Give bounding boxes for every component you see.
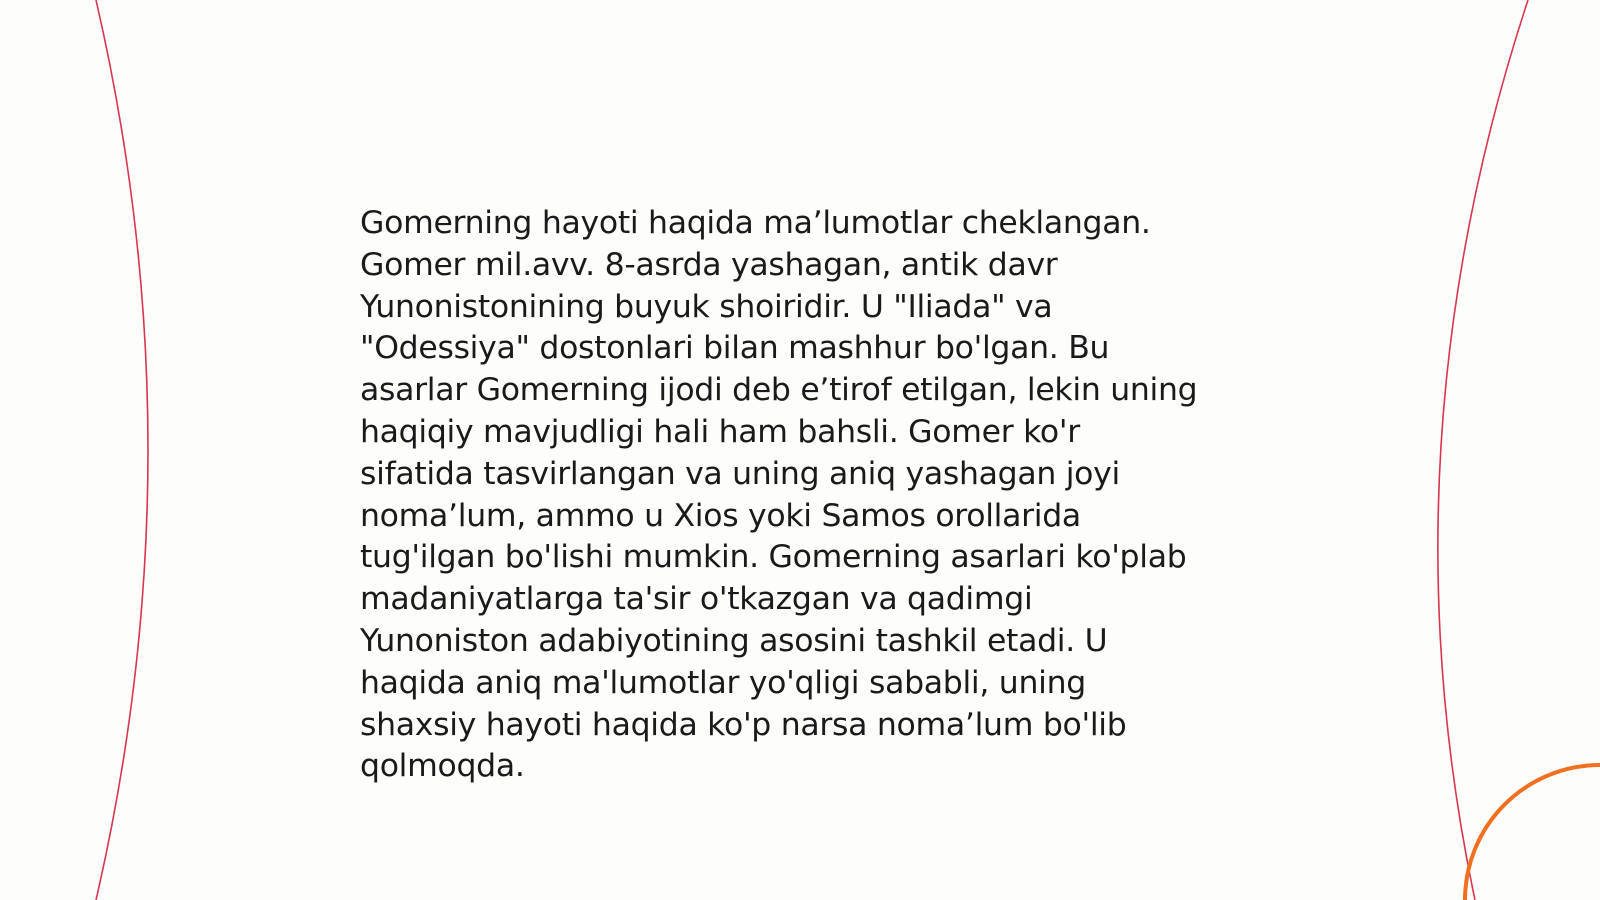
paragraph-line: Yunonistonining buyuk shoiridir. U "Iliada" va bbox=[360, 288, 1053, 325]
paragraph-line: shaxsiy hayoti haqida ko'p narsa noma’lum bo'lib bbox=[360, 706, 1127, 743]
left-arc-line bbox=[96, 0, 148, 900]
paragraph-line: qolmoqda. bbox=[360, 748, 525, 785]
paragraph-line: asarlar Gomerning ijodi deb e’tirof etilgan, lekin uning bbox=[360, 372, 1198, 409]
paragraph-line: haqiqiy mavjudligi hali ham bahsli. Gomer ko'r bbox=[360, 413, 1080, 450]
paragraph-line: madaniyatlarga ta'sir o'tkazgan va qadimgi bbox=[360, 581, 1033, 618]
right-arc-line bbox=[1438, 0, 1528, 900]
paragraph-line: sifatida tasvirlangan va uning aniq yashagan joyi bbox=[360, 455, 1120, 492]
paragraph-line: "Odessiya" dostonlari bilan mashhur bo'lgan. Bu bbox=[360, 330, 1110, 367]
paragraph-line: haqida aniq ma'lumotlar yo'qligi sababli, uning bbox=[360, 664, 1086, 701]
paragraph-line: noma’lum, ammo u Xios yoki Samos orollarida bbox=[360, 497, 1081, 534]
paragraph-line: Gomerning hayoti haqida ma’lumotlar cheklangan. bbox=[360, 205, 1151, 241]
paragraph-line: tug'ilgan bo'lishi mumkin. Gomerning asarlari ko'plab bbox=[360, 539, 1187, 576]
paragraph-line: Yunoniston adabiyotining asosini tashkil etadi. U bbox=[360, 622, 1108, 659]
paragraph-line: Gomer mil.avv. 8-asrda yashagan, antik davr bbox=[360, 246, 1058, 283]
orange-circle-outline bbox=[1465, 765, 1600, 900]
body-paragraph bbox=[360, 203, 1260, 788]
